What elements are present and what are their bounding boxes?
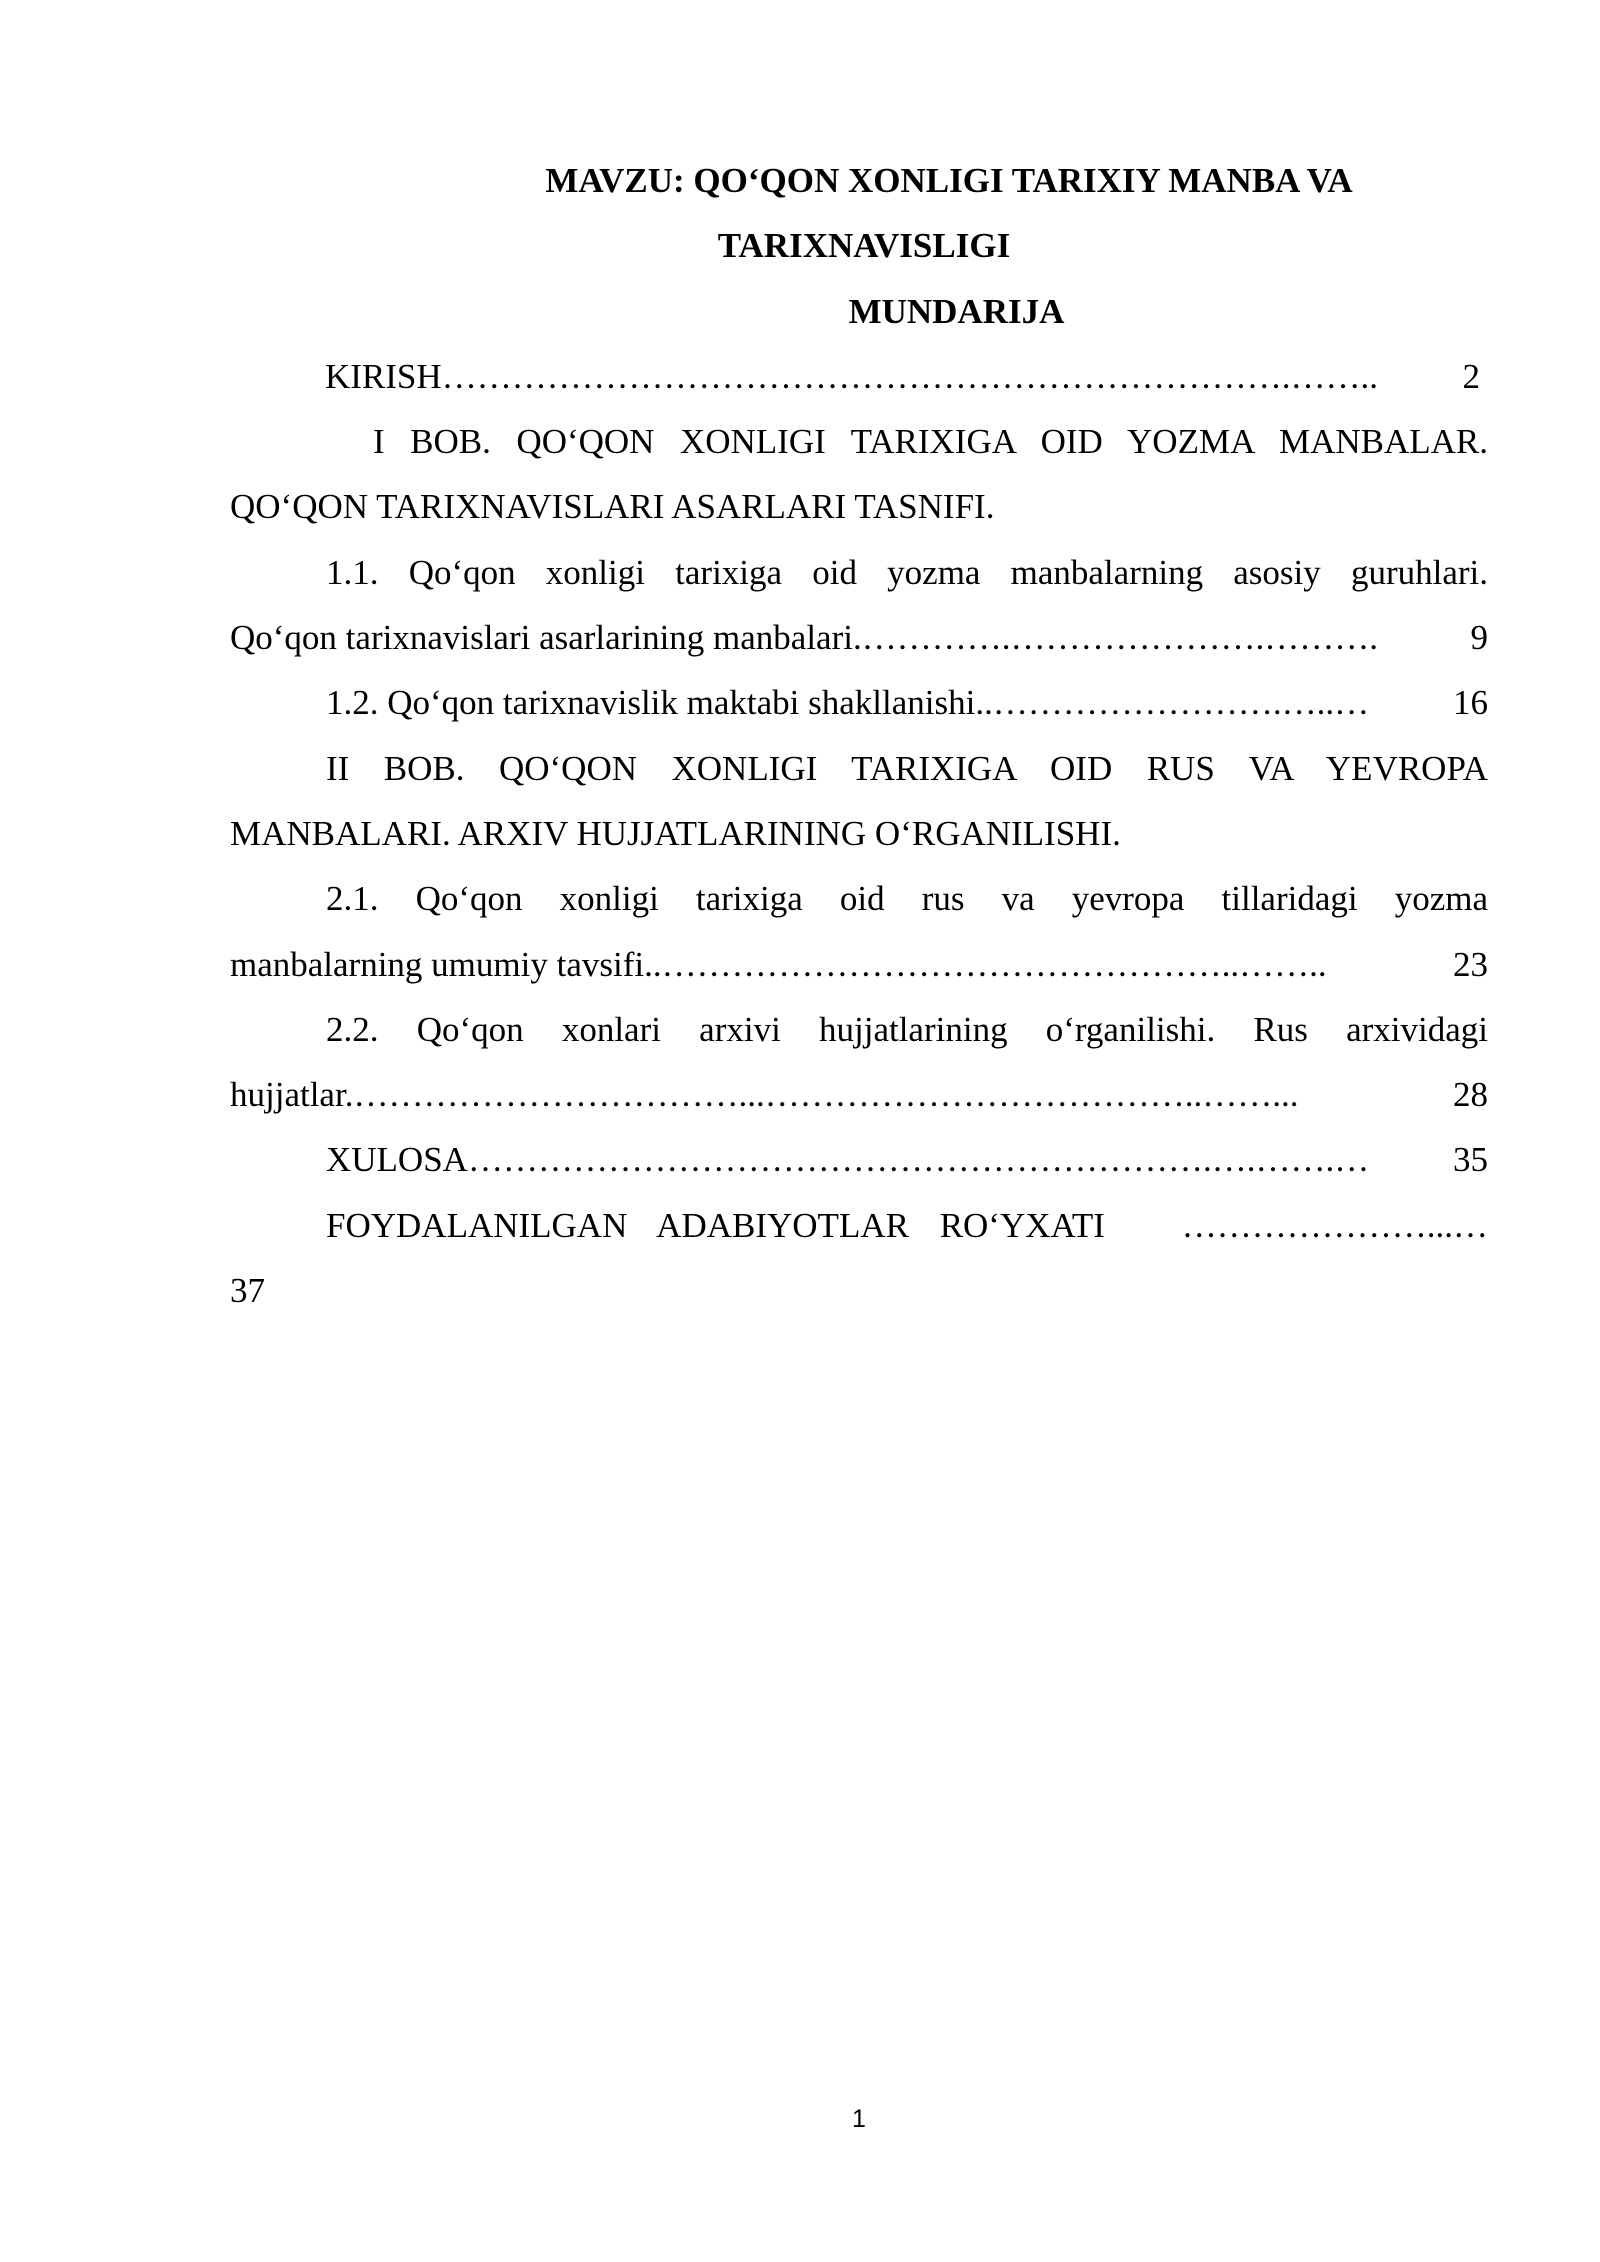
toc-entry-bob-2[interactable] xyxy=(230,736,1488,867)
page-number: 1 xyxy=(852,2105,866,2133)
toc-entry-xulosa[interactable] xyxy=(230,1127,1488,1192)
toc-entry-section-2-2[interactable] xyxy=(230,997,1488,1128)
toc-chapter-line: MANBALARI. ARXIV HUJJATLARINING O‘RGANILISHI. xyxy=(230,813,1121,853)
document-content xyxy=(230,148,1488,1323)
toc-page-number: 28 xyxy=(1453,1075,1488,1115)
toc-entry-text: KIRISH xyxy=(325,356,442,396)
toc-entry-kirish[interactable] xyxy=(229,344,1488,409)
toc-entry-text: Qo‘qon tarixnavislari asarlarining manbalari. xyxy=(230,618,862,658)
toc-entry-bob-1[interactable] xyxy=(230,409,1488,540)
toc-entry-text: hujjatlar. xyxy=(230,1075,354,1115)
toc-section-leader-row xyxy=(230,1193,1488,1258)
toc-chapter-line: QO‘QON TARIXNAVISLARI ASARLARI TASNIFI. xyxy=(230,487,995,527)
toc-page-number: 23 xyxy=(1453,944,1488,984)
document-title-line-1: MAVZU: QO‘QON XONLIGI TARIXIY MANBA VA xyxy=(545,161,1353,200)
toc-entry-text: 1.2. Qo‘qon tarixnavislik maktabi shakllanishi.. xyxy=(326,683,993,723)
toc-section-leader-row xyxy=(230,1062,1488,1127)
toc-section-line: 2.2. Qo‘qon xonlari arxivi hujjatlarining o‘rganilishi. Rus arxividagi xyxy=(326,1009,1488,1049)
toc-entry-adabiyotlar[interactable] xyxy=(230,1193,1488,1324)
toc-chapter-line: I BOB. QO‘QON XONLIGI TARIXIGA OID YOZMA MANBALAR. xyxy=(373,422,1488,462)
toc-entry-text: FOYDALANILGAN ADABIYOTLAR RO‘YXATI xyxy=(326,1205,1105,1245)
toc-leader-dots: ……………………………………………………….….…….… xyxy=(467,1140,1370,1180)
document-title-line-2: TARIXNAVISLIGI xyxy=(717,226,1011,266)
toc-page-number: 9 xyxy=(1470,618,1488,658)
toc-leader-dots: ……………………………...………………………………..……... xyxy=(353,1075,1299,1115)
toc-entry-section-1-2[interactable] xyxy=(230,670,1488,735)
toc-entry-section-1-1[interactable] xyxy=(230,540,1488,671)
toc-section-line: 2.1. Qo‘qon xonligi tarixiga oid rus va yevropa tillaridagi yozma xyxy=(326,879,1488,919)
toc-leader-dots: ……………………………………………………………….…….. xyxy=(441,356,1378,396)
toc-page-number: 16 xyxy=(1453,683,1488,723)
toc-page-number: 35 xyxy=(1453,1140,1488,1180)
toc-entry-text: manbalarning umumiy tavsifi.. xyxy=(230,944,662,984)
toc-leader-dots: …………………….…..… xyxy=(992,683,1370,723)
toc-leader-dots: ………….………………….………. xyxy=(861,618,1378,658)
toc-section-leader-row xyxy=(230,605,1488,670)
toc-entry-section-2-1[interactable] xyxy=(230,866,1488,997)
toc-section-line: 1.1. Qo‘qon xonligi tarixiga oid yozma manbalarning asosiy guruhlari. xyxy=(326,552,1488,592)
toc-leader-dots: …………………...… xyxy=(1181,1205,1488,1245)
toc-chapter-line: II BOB. QO‘QON XONLIGI TARIXIGA OID RUS VA YEVROPA xyxy=(326,748,1488,788)
toc-section-leader-row xyxy=(230,932,1488,997)
toc-page-number: 2 xyxy=(1462,356,1480,396)
toc-entry-text: XULOSA xyxy=(326,1140,468,1180)
toc-leader-dots: …………………………………………..…….. xyxy=(661,944,1327,984)
toc-heading: MUNDARIJA xyxy=(848,291,1065,331)
toc-page-number: 37 xyxy=(230,1271,265,1311)
